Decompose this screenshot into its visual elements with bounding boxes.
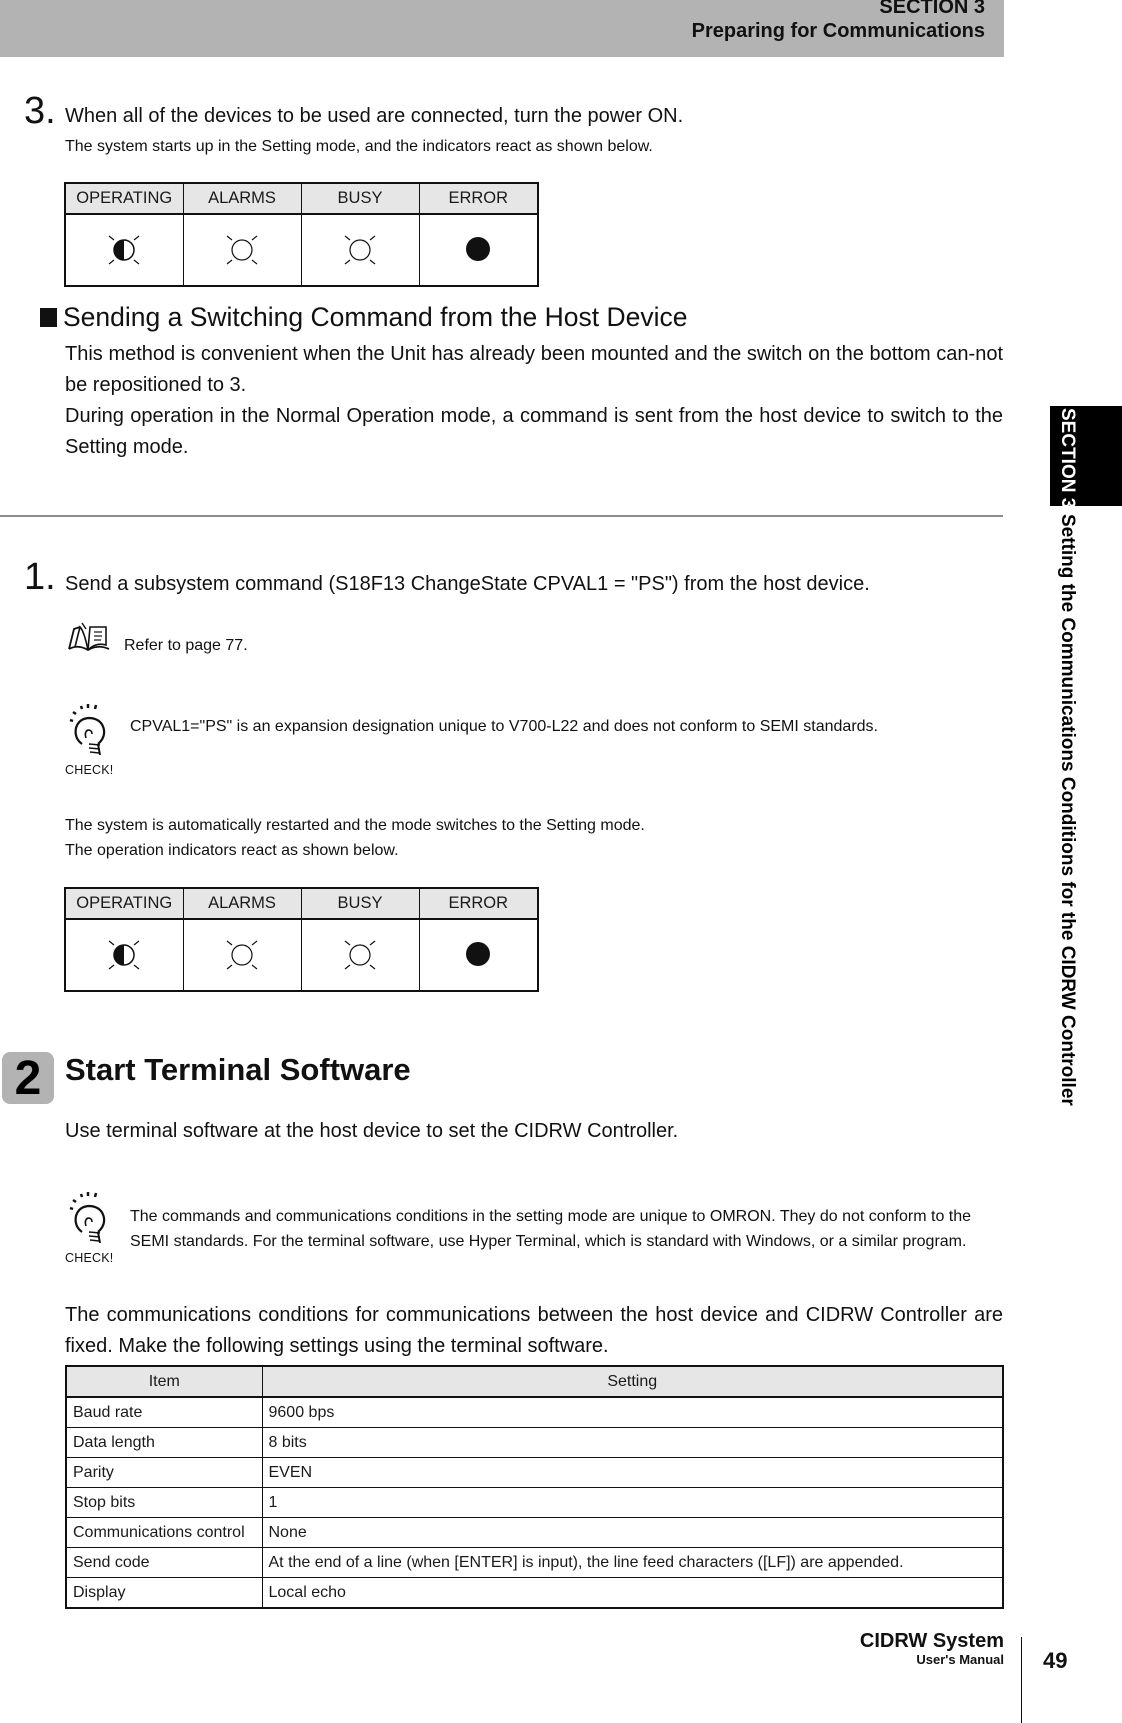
indicator-cell <box>65 919 183 991</box>
footer-divider <box>1021 1637 1022 1723</box>
setting-item: Display <box>66 1578 262 1609</box>
indicator-header-error: ERROR <box>419 888 538 919</box>
indicator-header-operating: OPERATING <box>65 183 183 214</box>
half-lit-flashing-led-icon <box>104 232 144 268</box>
indicator-header-error: ERROR <box>419 183 538 214</box>
side-tab-section-label: SECTION 3 <box>1057 408 1078 509</box>
step-number: 1. <box>24 556 56 598</box>
header-title: Preparing for Communications <box>691 20 985 42</box>
indicator-header-alarms: ALARMS <box>183 183 301 214</box>
side-tab-title: Setting the Communications Conditions for the CIDRW Controller <box>1057 514 1078 1106</box>
setting-value: 8 bits <box>262 1428 1003 1458</box>
section-heading-text: Sending a Switching Command from the Host Device <box>63 302 688 332</box>
section-title: Start Terminal Software <box>65 1052 411 1087</box>
indicator-header-operating: OPERATING <box>65 888 183 919</box>
lit-led-icon <box>458 232 498 268</box>
setting-item: Baud rate <box>66 1397 262 1428</box>
table-row <box>66 1578 1003 1609</box>
book-icon <box>66 619 112 653</box>
reference-text[interactable]: Refer to page 77. <box>124 637 248 654</box>
step-text: Send a subsystem command (S18F13 ChangeState CPVAL1 = "PS") from the host device. <box>65 573 870 595</box>
switching-paragraph-2: During operation in the Normal Operation mode, a command is sent from the host device to switch to the Setting mode. <box>65 405 1003 458</box>
indicator-cell <box>419 214 538 286</box>
conditions-paragraph: The communications conditions for communications between the host device and CIDRW Controller are fixed. Make the following settings using the terminal software. <box>65 1304 1003 1357</box>
header-section-label: SECTION 3 <box>879 0 985 18</box>
table-row <box>66 1458 1003 1488</box>
step-text: When all of the devices to be used are connected, turn the power ON. <box>65 105 684 127</box>
indicator-header-busy: BUSY <box>301 183 419 214</box>
indicator-cell <box>183 919 301 991</box>
setting-item: Data length <box>66 1428 262 1458</box>
indicator-cell <box>301 919 419 991</box>
unlit-flashing-led-icon <box>340 232 380 268</box>
check-label: CHECK! <box>65 1251 114 1265</box>
section-intro: Use terminal software at the host device to set the CIDRW Controller. <box>65 1120 679 1142</box>
switching-paragraph-1: This method is convenient when the Unit has already been mounted and the switch on the bottom can-not be repositioned to 3. <box>65 343 1003 396</box>
setting-item: Stop bits <box>66 1488 262 1518</box>
lightbulb-check-icon <box>64 1188 114 1248</box>
step-number: 3. <box>24 90 56 132</box>
table-row <box>66 1397 1003 1428</box>
setting-item: Communications control <box>66 1518 262 1548</box>
column-header-item: Item <box>66 1366 262 1397</box>
indicator-cell <box>301 214 419 286</box>
check-note: CPVAL1="PS" is an expansion designation unique to V700-L22 and does not conform to SEMI standards. <box>130 718 878 735</box>
setting-value: Local echo <box>262 1578 1003 1609</box>
half-lit-flashing-led-icon <box>104 937 144 973</box>
indicator-text: The operation indicators react as shown below. <box>65 842 399 859</box>
setting-value: 1 <box>262 1488 1003 1518</box>
setting-value: 9600 bps <box>262 1397 1003 1428</box>
divider <box>0 515 1003 517</box>
settings-table <box>65 1365 1004 1609</box>
indicator-table <box>64 887 539 992</box>
step-subtext: The system starts up in the Setting mode, and the indicators react as shown below. <box>65 138 653 155</box>
table-row <box>66 1518 1003 1548</box>
indicator-table <box>64 182 539 287</box>
page-number: 49 <box>1043 1648 1068 1673</box>
indicator-cell <box>183 214 301 286</box>
indicator-cell <box>419 919 538 991</box>
footer-brand: CIDRW System <box>859 1630 1004 1652</box>
unlit-flashing-led-icon <box>340 937 380 973</box>
unlit-flashing-led-icon <box>222 937 262 973</box>
restart-text: The system is automatically restarted and the mode switches to the Setting mode. <box>65 817 645 834</box>
indicator-cell <box>65 214 183 286</box>
lightbulb-check-icon <box>64 700 114 760</box>
indicator-header-busy: BUSY <box>301 888 419 919</box>
setting-item: Parity <box>66 1458 262 1488</box>
setting-value: None <box>262 1518 1003 1548</box>
column-header-setting: Setting <box>262 1366 1003 1397</box>
check-label: CHECK! <box>65 763 114 777</box>
setting-item: Send code <box>66 1548 262 1578</box>
square-bullet-icon <box>40 308 57 327</box>
table-row <box>66 1488 1003 1518</box>
section-heading <box>40 302 688 333</box>
step-badge: 2 <box>2 1052 54 1104</box>
check-note: The commands and communications conditions in the setting mode are unique to OMRON. They do not conform to the SEMI standards. For the terminal software, use Hyper Terminal, which is standard with Windows, or a similar program. <box>130 1208 972 1250</box>
unlit-flashing-led-icon <box>222 232 262 268</box>
footer-subtitle: User's Manual <box>916 1652 1004 1667</box>
table-row <box>66 1548 1003 1578</box>
indicator-header-alarms: ALARMS <box>183 888 301 919</box>
setting-value: At the end of a line (when [ENTER] is input), the line feed characters ([LF]) are appended. <box>262 1548 1003 1578</box>
setting-value: EVEN <box>262 1458 1003 1488</box>
lit-led-icon <box>458 937 498 973</box>
table-row <box>66 1428 1003 1458</box>
